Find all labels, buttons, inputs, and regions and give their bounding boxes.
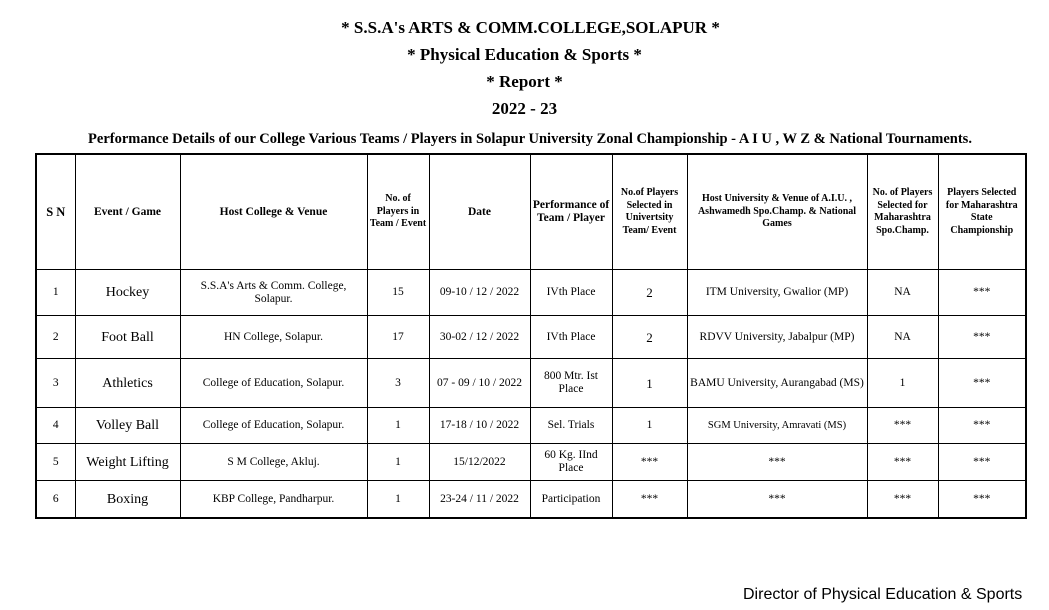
- cell-host-college: College of Education, Solapur.: [180, 408, 367, 444]
- cell-date: 30-02 / 12 / 2022: [429, 316, 530, 359]
- cell-host-college: College of Education, Solapur.: [180, 359, 367, 408]
- cell-university-selected: 1: [612, 359, 687, 408]
- cell-state-championship: ***: [938, 316, 1026, 359]
- col-header-host-university: Host University & Venue of A.I.U. , Ashwamedh Spo.Champ. & National Games: [687, 154, 867, 270]
- cell-sn: 4: [36, 408, 75, 444]
- cell-performance: Sel. Trials: [530, 408, 612, 444]
- cell-performance: IVth Place: [530, 316, 612, 359]
- table-header-row: [36, 154, 1026, 270]
- cell-event: Hockey: [75, 270, 180, 316]
- cell-maharashtra-spo: ***: [867, 408, 938, 444]
- cell-event: Volley Ball: [75, 408, 180, 444]
- academic-year: 2022 - 23: [491, 99, 558, 118]
- cell-host-university: ***: [687, 444, 867, 481]
- cell-sn: 5: [36, 444, 75, 481]
- cell-event: Boxing: [75, 481, 180, 519]
- cell-university-selected: ***: [612, 481, 687, 519]
- cell-players-count: 3: [367, 359, 429, 408]
- report-title: * Report *: [486, 72, 563, 91]
- cell-maharashtra-spo: NA: [867, 270, 938, 316]
- col-header-date: Date: [429, 154, 530, 270]
- cell-maharashtra-spo: 1: [867, 359, 938, 408]
- col-header-players-count: No. of Players in Team / Event: [367, 154, 429, 270]
- cell-maharashtra-spo: ***: [867, 481, 938, 519]
- cell-state-championship: ***: [938, 270, 1026, 316]
- cell-state-championship: ***: [938, 444, 1026, 481]
- cell-date: 15/12/2022: [429, 444, 530, 481]
- cell-players-count: 1: [367, 481, 429, 519]
- cell-maharashtra-spo: ***: [867, 444, 938, 481]
- cell-host-college: S M College, Akluj.: [180, 444, 367, 481]
- cell-event: Foot Ball: [75, 316, 180, 359]
- cell-date: 17-18 / 10 / 2022: [429, 408, 530, 444]
- col-header-sn: S N: [36, 154, 75, 270]
- cell-players-count: 1: [367, 408, 429, 444]
- cell-university-selected: 1: [612, 408, 687, 444]
- department-title: * Physical Education & Sports *: [407, 45, 642, 64]
- cell-event: Athletics: [75, 359, 180, 408]
- cell-players-count: 15: [367, 270, 429, 316]
- cell-date: 09-10 / 12 / 2022: [429, 270, 530, 316]
- table-row: [36, 316, 1026, 359]
- table-row: [36, 359, 1026, 408]
- cell-host-college: S.S.A's Arts & Comm. College, Solapur.: [180, 270, 367, 316]
- cell-players-count: 17: [367, 316, 429, 359]
- cell-maharashtra-spo: NA: [867, 316, 938, 359]
- cell-sn: 1: [36, 270, 75, 316]
- col-header-state-championship: Players Selected for Maharashtra State Championship: [938, 154, 1026, 270]
- cell-host-university: RDVV University, Jabalpur (MP): [687, 316, 867, 359]
- col-header-event: Event / Game: [75, 154, 180, 270]
- report-subtitle: Performance Details of our College Various Teams / Players in Solapur University Zonal Championship - A I U , W Z & National Tournaments.: [88, 131, 972, 147]
- cell-university-selected: 2: [612, 316, 687, 359]
- table-row: [36, 408, 1026, 444]
- cell-state-championship: ***: [938, 408, 1026, 444]
- col-header-university-selected: No.of Players Selected in Univertsity Team/ Event: [612, 154, 687, 270]
- cell-host-college: HN College, Solapur.: [180, 316, 367, 359]
- cell-host-university: ***: [687, 481, 867, 519]
- cell-sn: 3: [36, 359, 75, 408]
- cell-performance: Participation: [530, 481, 612, 519]
- col-header-performance: Performance of Team / Player: [530, 154, 612, 270]
- cell-state-championship: ***: [938, 481, 1026, 519]
- cell-event: Weight Lifting: [75, 444, 180, 481]
- cell-university-selected: ***: [612, 444, 687, 481]
- cell-date: 07 - 09 / 10 / 2022: [429, 359, 530, 408]
- cell-state-championship: ***: [938, 359, 1026, 408]
- cell-date: 23-24 / 11 / 2022: [429, 481, 530, 519]
- cell-performance: 800 Mtr. Ist Place: [530, 359, 612, 408]
- table-row: [36, 444, 1026, 481]
- table-row: [36, 481, 1026, 519]
- col-header-maharashtra-spo: No. of Players Selected for Maharashtra Spo.Champ.: [867, 154, 938, 270]
- cell-host-college: KBP College, Pandharpur.: [180, 481, 367, 519]
- performance-table: [35, 153, 1027, 519]
- cell-host-university: ITM University, Gwalior (MP): [687, 270, 867, 316]
- cell-players-count: 1: [367, 444, 429, 481]
- cell-host-university: SGM University, Amravati (MS): [687, 408, 867, 444]
- cell-sn: 6: [36, 481, 75, 519]
- table-row: [36, 270, 1026, 316]
- col-header-host-college: Host College & Venue: [180, 154, 367, 270]
- signature-line: Director of Physical Education & Sports: [743, 586, 1023, 603]
- cell-performance: 60 Kg. IInd Place: [530, 444, 612, 481]
- cell-university-selected: 2: [612, 270, 687, 316]
- cell-sn: 2: [36, 316, 75, 359]
- college-title: * S.S.A's ARTS & COMM.COLLEGE,SOLAPUR *: [341, 18, 720, 37]
- cell-performance: IVth Place: [530, 270, 612, 316]
- cell-host-university: BAMU University, Aurangabad (MS): [687, 359, 867, 408]
